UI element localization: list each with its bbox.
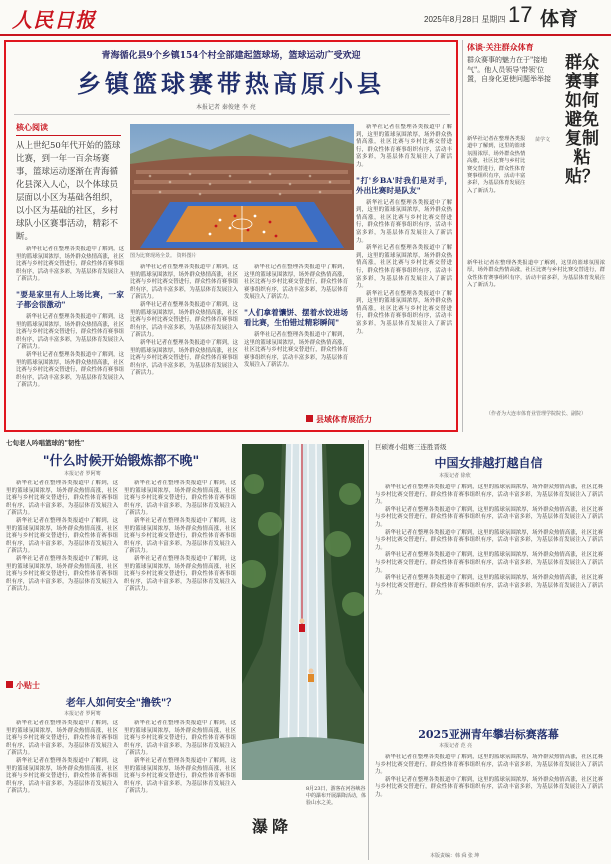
photo-caption: 图为比赛现场全景。 资料图片 [130, 253, 197, 259]
paragraph: 新华社记者在整理各类报道中了解到，这里的篮球氛围浓厚，场外群众热情高涨，社区比赛与乡村比赛交替进行，群众性体育赛事组织有序，活动丰富多彩，为基层体育发展注入了新活力。 [6, 517, 118, 555]
article-column-2 [130, 264, 238, 424]
commentary-header: 体谈·关注群众体育 [467, 43, 534, 52]
paragraph: 新华社记者在整理各类报道中了解到，这里的篮球氛围浓厚，场外群众热情高涨，社区比赛与乡村比赛交替进行，群众性体育赛事组织有序，活动丰富多彩，为基层体育发展注入了新活力。 [130, 301, 238, 339]
waterfall-illustration [242, 444, 364, 780]
issue-date: 2025年8月28日 星期四 [424, 15, 506, 24]
commentary-credit: （作者为大连市体育业管理学院院长、副院） [485, 411, 586, 417]
paragraph: 新华社记者在整理各类报道中了解到，这里的篮球氛围浓厚，场外群众热情高涨，社区比赛与乡村比赛交替进行，群众性体育赛事组织有序，活动丰富多彩，为基层体育发展注入了新活力。 [6, 480, 118, 517]
paragraph: 新华社记者在整理各类报道中了解到，这里的篮球氛围浓厚，场外群众热情高涨，社区比赛与乡村比赛交替进行，群众性体育赛事组织有序，活动丰富多彩，为基层体育发展注入了新活力。 [124, 517, 236, 555]
paragraph: 新华社记者在整理各类报道中了解到，这里的篮球氛围浓厚，场外群众热情高涨，社区比赛与乡村比赛交替进行，群众性体育赛事组织有序，活动丰富多彩，为基层体育发展注入了新活力。 [375, 506, 603, 528]
feature-footer-label: 县域体育展活力 [316, 415, 372, 424]
commentary-pullquote: 群众赛事的魅力在于"接地气"。他人员领导'带领'位置，自身化更使问题举举接 [467, 56, 551, 83]
section-subhead: "打'乡BA'时我们是对手，外出比赛时是队友" [356, 175, 452, 195]
feature-byline: 本报记者 秦俊建 李 亮 [196, 104, 256, 111]
tips-label: 小贴士 [16, 681, 40, 690]
lower-left-kicker: 七旬老人吟唱篮球的"韧性" [6, 439, 85, 447]
lower-left-byline: 本报记者 罗阿骞 [64, 471, 101, 477]
basketball-stadium-photo [130, 124, 354, 250]
volleyball-headline[interactable]: 中国女排越打越自信 [434, 456, 543, 470]
climbing-headline[interactable]: 2025亚洲青年攀岩标赛落幕 [418, 728, 559, 741]
lower-left-article[interactable] [4, 438, 238, 858]
paragraph: 新华社记者在整理各类报道中了解到，这里的篮球氛围浓厚，场外群众热情高涨，社区比赛与乡村比赛交替进行，群众性体育赛事组织有序，活动丰富多彩，为基层体育发展注入了新活力。 [130, 264, 238, 301]
feature-subtitle: 青海循化县9个乡镇154个村全部建起篮球场，篮球运动广受欢迎 [101, 51, 361, 61]
stadium-illustration [130, 124, 354, 250]
page-footer: 本版责编：韩 舜 张 坤 [430, 853, 480, 859]
paragraph: 新华社记者在整理各类报道中了解到，这里的篮球氛围浓厚，场外群众热情高涨，社区比赛与乡村比赛交替进行，群众性体育赛事组织有序，活动丰富多彩，为基层体育发展注入了新活力。 [356, 199, 452, 244]
climbing-body [375, 754, 603, 848]
commentary-title[interactable]: 群众赛事如何避免复制粘贴？ [565, 53, 599, 187]
right-lower-articles[interactable] [368, 440, 607, 860]
lower-left-column-2 [124, 480, 236, 674]
commentary-column[interactable] [462, 40, 607, 432]
masthead [0, 0, 611, 36]
section-subhead: "人们拿着馕饼、摆着水饺进场看比赛，生怕错过精彩瞬间" [244, 307, 348, 327]
climbing-byline: 本报记者 范 亮 [439, 743, 473, 749]
waterfall-photo [242, 444, 364, 780]
tips-column-2 [124, 720, 236, 854]
paragraph: 新华社记者在整理各类报道中了解到，这里的篮球氛围浓厚，场外群众热情高涨，社区比赛与乡村比赛交替进行，群众性体育赛事组织有序，活动丰富多彩，为基层体育发展注入了新活力。 [6, 720, 118, 757]
feature-story[interactable] [4, 40, 458, 432]
paragraph: 新华社记者在整理各类报道中了解到，这里的篮球氛围浓厚，场外群众热情高涨，社区比赛与乡村比赛交替进行，群众性体育赛事组织有序，活动丰富多彩，为基层体育发展注入了新活力。 [130, 339, 238, 377]
tips-header [6, 680, 40, 691]
volleyball-kicker: 巨硕赛小组赛三连胜晋级 [375, 443, 447, 451]
paragraph: 新华社记者在整理各类报道中了解到，这里的篮球氛围浓厚，场外群众热情高涨，社区比赛与乡村比赛交替进行，群众性体育赛事组织有序，活动丰富多彩，为基层体育发展注入了新活力。 [244, 331, 348, 369]
tips-column-1 [6, 720, 118, 854]
tips-title[interactable]: 老年人如何安全"撸铁"？ [65, 698, 177, 709]
paragraph: 新华社记者在整理各类报道中了解到，这里的篮球氛围浓厚，场外群众热情高涨，社区比赛与乡村比赛交替进行，群众性体育赛事组织有序，活动丰富多彩，为基层体育发展注入了新活力。 [124, 555, 236, 593]
paragraph: 新华社记者在整理各类报道中了解到，这里的篮球氛围浓厚，场外群众热情高涨，社区比赛与乡村比赛交替进行，群众性体育赛事组织有序，活动丰富多彩，为基层体育发展注入了新活力。 [375, 776, 603, 798]
paragraph: 新华社记者在整理各类报道中了解到，这里的篮球氛围浓厚，场外群众热情高涨，社区比赛与乡村比赛交替进行，群众性体育赛事组织有序，活动丰富多彩，为基层体育发展注入了新活力。 [124, 757, 236, 795]
core-reading-label: 核心阅读 [16, 122, 121, 136]
paragraph: 新华社记者在整理各类报道中了解到，这里的篮球氛围浓厚，场外群众热情高涨，社区比赛与乡村比赛交替进行，群众性体育赛事组织有序，活动丰富多彩，为基层体育发展注入了新活力。 [356, 290, 452, 335]
article-column-4 [356, 124, 452, 412]
paragraph: 新华社记者在整理各类报道中了解到，这里的篮球氛围浓厚，场外群众热情高涨，社区比赛与乡村比赛交替进行，群众性体育赛事组织有序，活动丰富多彩，为基层体育发展注入了新活力。 [124, 480, 236, 517]
feature-footer-tag[interactable] [306, 414, 372, 425]
paragraph: 新华社记者在整理各类报道中了解到，这里的篮球氛围浓厚，场外群众热情高涨，社区比赛与乡村比赛交替进行，群众性体育赛事组织有序，活动丰富多彩，为基层体育发展注入了新活力。 [16, 351, 124, 389]
paragraph: 新华社记者在整理各类报道中了解到，这里的篮球氛围浓厚，场外群众热情高涨，社区比赛与乡村比赛交替进行，群众性体育赛事组织有序，活动丰富多彩，为基层体育发展注入了新活力。 [244, 264, 348, 301]
square-bullet-icon [6, 681, 13, 688]
page-number: 17 [508, 2, 533, 27]
core-reading [16, 122, 121, 244]
paragraph: 新华社记者在整理各类报道中了解到，这里的篮球氛围浓厚，场外群众热情高涨，社区比赛与乡村比赛交替进行，群众性体育赛事组织有序，活动丰富多彩，为基层体育发展注入了新活力。 [6, 555, 118, 593]
paragraph: 新华社记者在整理各类报道中了解到，这里的篮球氛围浓厚，场外群众热情高涨，社区比赛与乡村比赛交替进行，群众性体育赛事组织有序，活动丰富多彩，为基层体育发展注入了新活力。 [375, 754, 603, 776]
lower-left-headline[interactable]: "什么时候开始锻炼都不晚" [42, 454, 200, 469]
paragraph: 新华社记者在整理各类报道中了解到，这里的篮球氛围浓厚，场外群众热情高涨，社区比赛与乡村比赛交替进行，群众性体育赛事组织有序，活动丰富多彩，为基层体育发展注入了新活力。 [375, 484, 603, 506]
square-bullet-icon [306, 415, 313, 422]
commentary-author: 苗学文 [535, 137, 551, 143]
divider [14, 114, 450, 115]
waterfall-caption: 8月23日，游客在河谷峡谷中的瀑布开展瀑降活动，体验山水之美。 [306, 786, 367, 806]
tips-byline: 本报记者 罗阿骞 [64, 711, 101, 717]
lower-left-column-1 [6, 480, 118, 674]
article-column-1 [16, 246, 124, 406]
newspaper-logo: 人民日报 [12, 8, 96, 32]
paragraph: 新华社记者在整理各类报道中了解到，这里的篮球氛围浓厚，场外群众热情高涨，社区比赛与乡村比赛交替进行，群众性体育赛事组织有序，活动丰富多彩，为基层体育发展注入了新活力。 [356, 245, 452, 290]
paragraph: 新华社记者在整理各类报道中了解到，这里的篮球氛围浓厚，场外群众热情高涨，社区比赛与乡村比赛交替进行，群众性体育赛事组织有序，活动丰富多彩，为基层体育发展注入了新活力。 [6, 757, 118, 795]
paragraph: 新华社记者在整理各类报道中了解到，这里的篮球氛围浓厚，场外群众热情高涨，社区比赛与乡村比赛交替进行，群众性体育赛事组织有序，活动丰富多彩，为基层体育发展注入了新活力。 [16, 313, 124, 351]
paragraph: 新华社记者在整理各类报道中了解到，这里的篮球氛围浓厚，场外群众热情高涨，社区比赛与乡村比赛交替进行，群众性体育赛事组织有序，活动丰富多彩，为基层体育发展注入了新活力。 [375, 575, 603, 597]
section-subhead: "要是家里有人上场比赛，一家子都会很激动" [16, 289, 124, 309]
paragraph: 新华社记者在整理各类报道中了解到，这里的篮球氛围浓厚，场外群众热情高涨，社区比赛与乡村比赛交替进行，群众性体育赛事组织有序，活动丰富多彩，为基层体育发展注入了新活力。 [16, 246, 124, 283]
section-title: 体育 [540, 8, 579, 30]
core-reading-text: 从上世纪50年代开始的篮球比赛，到一年一百余场赛事，篮球运动逐渐在青海循化县深入人心，以个体球员层面以小区为基础各组织，以小区为基础的社区，乡村球队小区赛事活动，精彩不断。 [16, 141, 121, 242]
paragraph: 新华社记者在整理各类报道中了解到，这里的篮球氛围浓厚，场外群众热情高涨，社区比赛与乡村比赛交替进行，群众性体育赛事组织有序，活动丰富多彩，为基层体育发展注入了新活力。 [375, 529, 603, 551]
waterfall-title: 瀑降 [251, 817, 292, 836]
paragraph: 新华社记者在整理各类报道中了解到，这里的篮球氛围浓厚，场外群众热情高涨，社区比赛与乡村比赛交替进行，群众性体育赛事组织有序，活动丰富多彩，为基层体育发展注入了新活力。 [356, 124, 452, 168]
paragraph: 新华社记者在整理各类报道中了解到，这里的篮球氛围浓厚，场外群众热情高涨，社区比赛与乡村比赛交替进行，群众性体育赛事组织有序，活动丰富多彩，为基层体育发展注入了新活力。 [124, 720, 236, 757]
volleyball-body [375, 484, 603, 720]
commentary-body-continued: 新华社记者在整理各类报道中了解到，这里的篮球氛围浓厚，场外群众热情高涨，社区比赛与乡村比赛交替进行，群众性体育赛事组织有序，活动丰富多彩，为基层体育发展注入了新活力。 [467, 260, 605, 289]
volleyball-byline: 本报记者 徐欣 [439, 473, 471, 479]
article-column-3 [244, 264, 348, 424]
commentary-body: 新华社记者在整理各类报道中了解到，这里的篮球氛围浓厚，场外群众热情高涨，社区比赛与乡村比赛交替进行，群众性体育赛事组织有序，活动丰富多彩，为基层体育发展注入了新活力。 [467, 136, 526, 194]
feature-headline[interactable]: 乡镇篮球赛带热高原小县 [77, 69, 385, 98]
paragraph: 新华社记者在整理各类报道中了解到，这里的篮球氛围浓厚，场外群众热情高涨，社区比赛与乡村比赛交替进行，群众性体育赛事组织有序，活动丰富多彩，为基层体育发展注入了新活力。 [375, 552, 603, 574]
